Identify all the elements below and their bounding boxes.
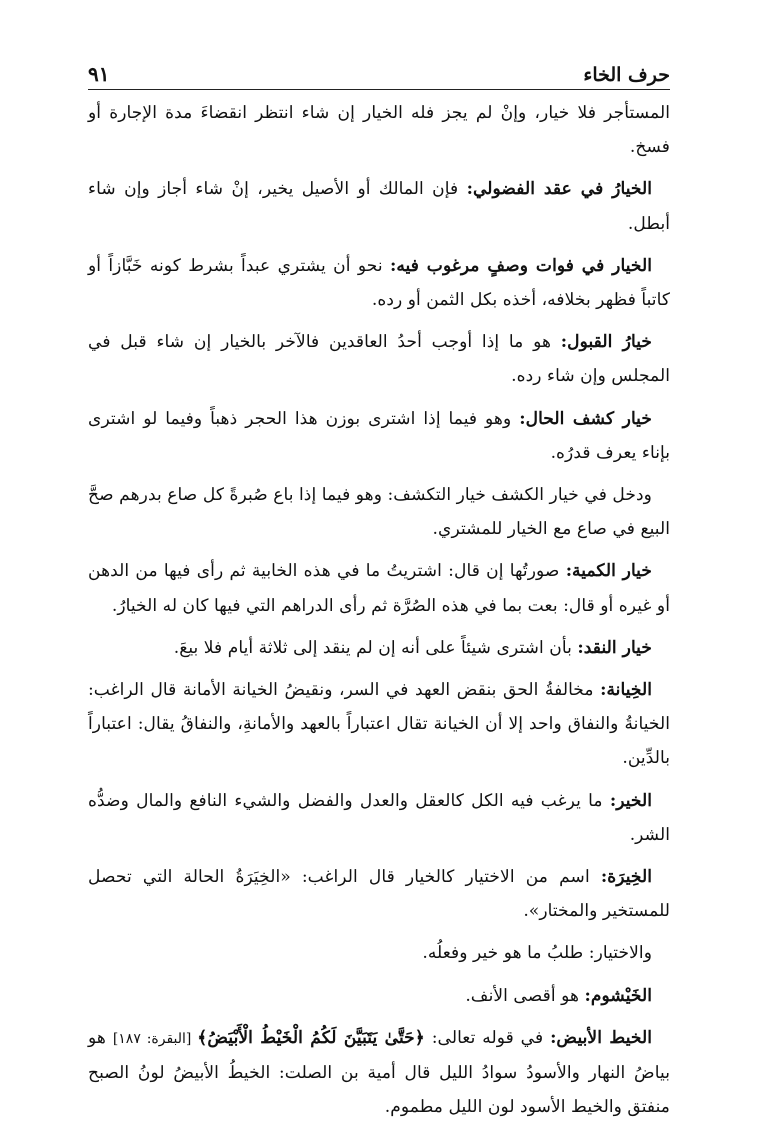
entry-text: فإن المالك أو الأصيل يخير، إنْ شاء أجاز وإن شاء أبطل. bbox=[88, 179, 670, 234]
entry-0 bbox=[88, 96, 670, 164]
entry-text: ودخل في خيار الكشف خيار التكشف: وهو فيما إذا باع صُبرةً كل صاع بدرهم صحَّ البيع في صاع مع الخيار للمشتري. bbox=[88, 485, 670, 540]
entry-10 bbox=[88, 860, 670, 928]
entry-8 bbox=[88, 673, 670, 776]
entry-text: هو ما إذا أوجب أحدُ العاقدين فالآخر بالخيار إن شاء قبل في المجلس وإن شاء رده. bbox=[88, 332, 670, 387]
entry-text: في قوله تعالى: bbox=[424, 1027, 551, 1048]
entry-text: صورتُها إن قال: اشتريتُ ما في هذه الخابية ثم رأى فيها من الدهن أو غيره أو قال: بعت بما في هذه الصُرَّة ثم رأى الدراهم التي فيها كان له الخيارُ. bbox=[88, 561, 670, 616]
entry-term: الخِيرَة: bbox=[600, 867, 652, 888]
entry-term: الخيط الأبيض: bbox=[550, 1027, 652, 1048]
entry-text: ما يرغب فيه الكل كالعقل والعدل والفضل والشيء النافع والمال وضدُّه الشر. bbox=[88, 790, 670, 845]
entry-text: هو أقصى الأنف. bbox=[465, 985, 585, 1006]
entry-term: خيارُ القبول: bbox=[560, 332, 653, 353]
entry-6 bbox=[88, 554, 670, 622]
entry-2 bbox=[88, 249, 670, 317]
entry-4 bbox=[88, 402, 670, 470]
entry-text: وهو فيما إذا اشترى بوزن هذا الحجر ذهباً وفيما لو اشترى بإناء يعرف قدرُه. bbox=[88, 408, 670, 463]
page-body bbox=[88, 96, 670, 1132]
entry-term: خيار كشف الحال: bbox=[519, 408, 652, 429]
entry-term: الخيار في فوات وصفٍ مرغوب فيه: bbox=[389, 255, 652, 276]
page-number: ٩١ bbox=[88, 62, 110, 86]
entry-text: مخالفةُ الحق بنقض العهد في السر، ونقيضُ الخيانة الأمانة قال الراغب: الخيانةُ والنفاق واحد إلا أن الخيانة تقال اعتباراً بالعهد والأمانةِ، والنفاقُ يقال: اعتباراً بالدِّين. bbox=[88, 680, 670, 769]
entry-11 bbox=[88, 936, 670, 970]
page-header bbox=[88, 52, 670, 86]
header-rule bbox=[88, 89, 670, 90]
entry-term: خيار الكمية: bbox=[565, 561, 652, 582]
entry-1 bbox=[88, 172, 670, 240]
entry-term: الخير: bbox=[609, 790, 652, 811]
entry-term: خيار النقد: bbox=[577, 637, 652, 658]
verse-reference: [البقرة: ١٨٧] bbox=[112, 1030, 198, 1047]
entry-text: والاختيار: طلبُ ما هو خير وفعلُه. bbox=[422, 943, 652, 964]
chapter-title: حرف الخاء bbox=[583, 64, 670, 86]
entry-7 bbox=[88, 631, 670, 665]
entry-3 bbox=[88, 325, 670, 393]
entry-text: بأن اشترى شيئاً على أنه إن لم ينقد إلى ثلاثة أيام فلا بيعَ. bbox=[173, 637, 578, 658]
entry-term: الخِيانة: bbox=[600, 680, 652, 701]
entry-13 bbox=[88, 1021, 670, 1125]
quran-verse: ﴿حَتَّىٰ يَتَبَيَّنَ لَكُمُ الْخَيْطُ الْأَبْيَضُ﴾ bbox=[197, 1027, 425, 1048]
entry-12 bbox=[88, 979, 670, 1013]
entry-9 bbox=[88, 784, 670, 852]
entry-text: اسم من الاختيار كالخيار قال الراغب: «الخِيَرَةُ الحالة التي تحصل للمستخير والمختار». bbox=[88, 867, 670, 922]
entry-text: المستأجر فلا خيار، وإنْ لم يجز فله الخيار إن شاء انتظر انقضاءَ مدة الإجارة أو فسخ. bbox=[88, 103, 670, 158]
entry-term: الخيارُ في عقد الفضولي: bbox=[466, 179, 652, 200]
entry-5 bbox=[88, 478, 670, 546]
entry-text: نحو أن يشتري عبداً بشرط كونه خَبَّازاً أو كاتباً فظهر بخلافه، أخذه بكل الثمن أو رده. bbox=[88, 255, 670, 311]
entry-term: الخَيْشوم: bbox=[584, 985, 652, 1006]
entry-text: هو بياضُ النهار والأسودُ سوادُ الليل قال أمية بن الصلت: الخيطُ الأبيضُ لونُ الصبح منفتق والخيط الأسود لون الليل مطموم. bbox=[88, 1027, 670, 1118]
